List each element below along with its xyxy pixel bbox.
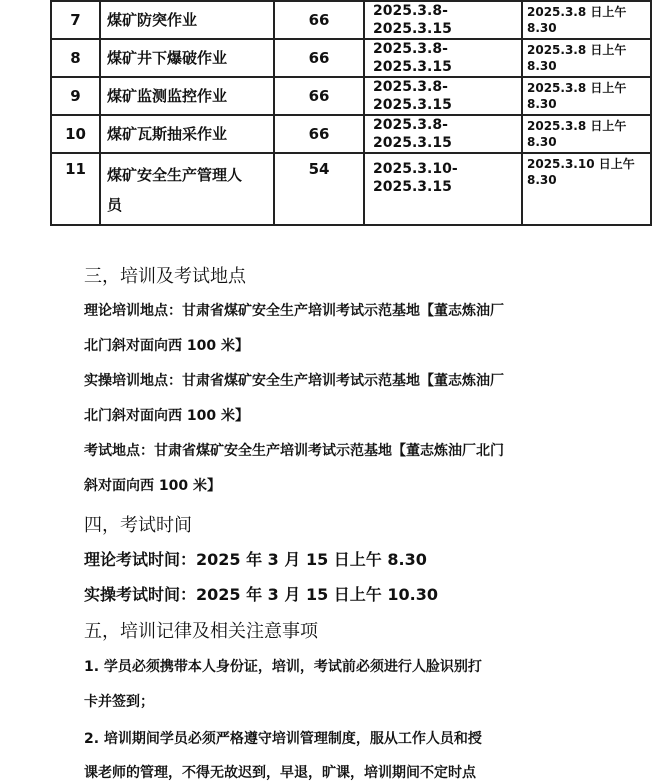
course-name: 煤矿防突作业 (100, 1, 274, 39)
course-name: 煤矿瓦斯抽采作业 (100, 115, 274, 153)
practice-training-location-line2: 北门斜对面向西 100 米】 (84, 408, 249, 424)
training-date-range: 2025.3.8-2025.3.15 (364, 115, 522, 153)
row-number: 8 (51, 39, 100, 77)
section-heading-exam-time: 四，考试时间 (84, 515, 192, 536)
table-row (51, 115, 651, 153)
theory-exam-time: 理论考试时间：2025 年 3 月 15 日上午 8.30 (84, 550, 427, 569)
course-hours: 66 (274, 77, 364, 115)
training-date-range: 2025.3.8-2025.3.15 (364, 39, 522, 77)
table-row (51, 153, 651, 225)
table-row (51, 77, 651, 115)
section-heading-rules: 五，培训记律及相关注意事项 (84, 621, 318, 642)
rule-item-2-line2: 课老师的管理，不得无故迟到，早退，旷课，培训期间不定时点 (84, 765, 476, 781)
exam-time: 2025.3.8 日上午 8.30 (522, 115, 651, 153)
rule-item-1-line2: 卡并签到； (84, 694, 154, 710)
table-row (51, 39, 651, 77)
section-heading-locations: 三，培训及考试地点 (84, 266, 246, 287)
training-date-range: 2025.3.10-2025.3.15 (364, 153, 522, 225)
row-number: 10 (51, 115, 100, 153)
training-date-range: 2025.3.8-2025.3.15 (364, 1, 522, 39)
exam-location-line1: 考试地点：甘肃省煤矿安全生产培训考试示范基地【董志炼油厂北门 (84, 443, 504, 459)
exam-time: 2025.3.8 日上午 8.30 (522, 77, 651, 115)
row-number: 7 (51, 1, 100, 39)
exam-time: 2025.3.10 日上午 8.30 (522, 153, 651, 225)
exam-time: 2025.3.8 日上午 8.30 (522, 39, 651, 77)
course-hours: 66 (274, 115, 364, 153)
exam-time: 2025.3.8 日上午 8.30 (522, 1, 651, 39)
course-hours: 54 (274, 153, 364, 225)
course-hours: 66 (274, 1, 364, 39)
course-name: 煤矿安全生产管理人 员 (100, 153, 274, 225)
exam-location-line2: 斜对面向西 100 米】 (84, 478, 221, 494)
rule-item-2-line1: 2. 培训期间学员必须严格遵守培训管理制度，服从工作人员和授 (84, 731, 482, 747)
rule-item-1-line1: 1. 学员必须携带本人身份证，培训，考试前必须进行人脸识别打 (84, 659, 482, 675)
table-row (51, 1, 651, 39)
course-hours: 66 (274, 39, 364, 77)
practice-exam-time: 实操考试时间：2025 年 3 月 15 日上午 10.30 (84, 585, 438, 604)
course-name: 煤矿井下爆破作业 (100, 39, 274, 77)
row-number: 11 (51, 153, 100, 225)
theory-training-location-line1: 理论培训地点：甘肃省煤矿安全生产培训考试示范基地【董志炼油厂 (84, 303, 504, 319)
course-schedule-table (50, 0, 652, 226)
training-date-range: 2025.3.8-2025.3.15 (364, 77, 522, 115)
course-name: 煤矿监测监控作业 (100, 77, 274, 115)
theory-training-location-line2: 北门斜对面向西 100 米】 (84, 338, 249, 354)
practice-training-location-line1: 实操培训地点：甘肃省煤矿安全生产培训考试示范基地【董志炼油厂 (84, 373, 504, 389)
row-number: 9 (51, 77, 100, 115)
